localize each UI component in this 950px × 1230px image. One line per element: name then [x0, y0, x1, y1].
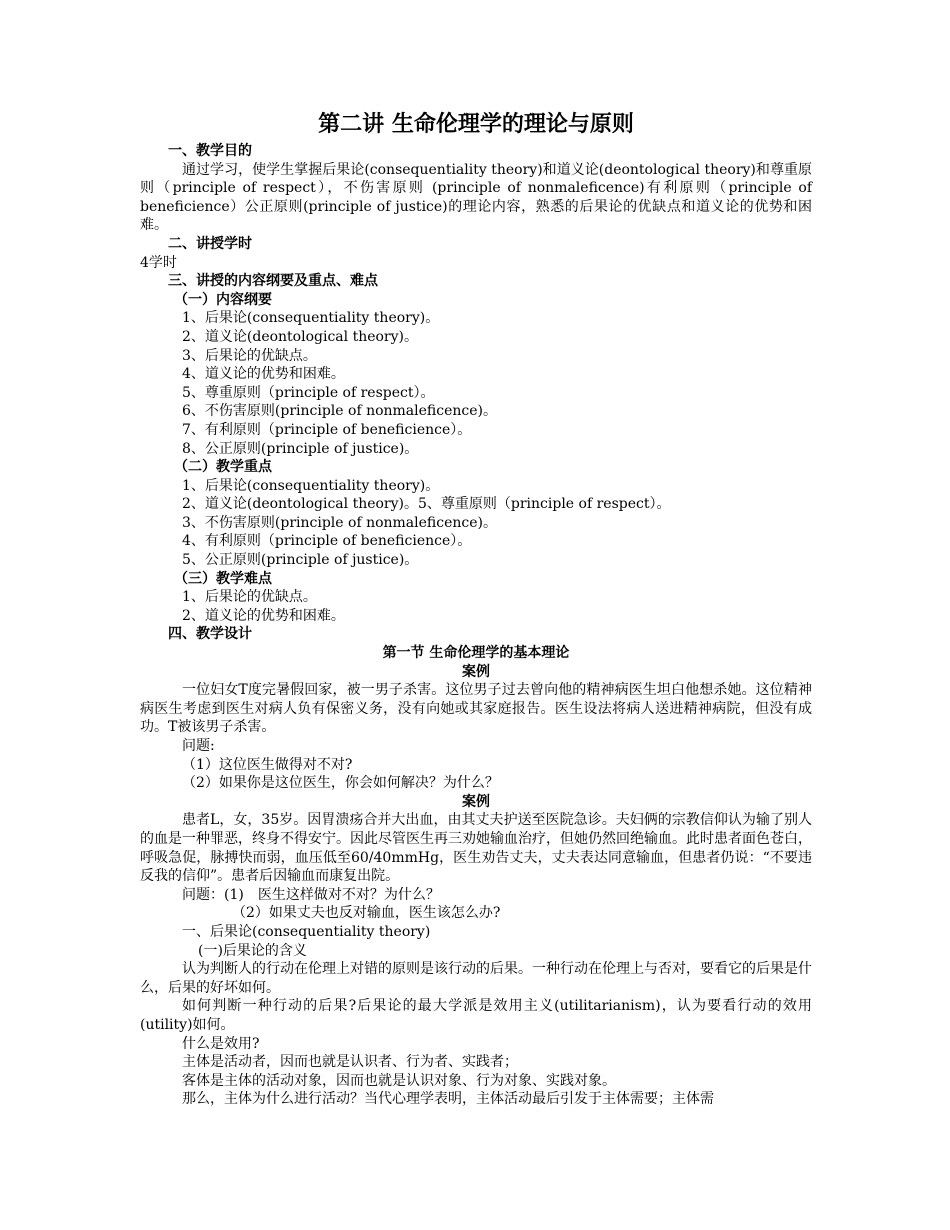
section-heading-outline: 三、讲授的内容纲要及重点、难点 — [168, 273, 378, 290]
list-item: 5、公正原则(principle of justice)。 — [182, 552, 419, 569]
body-paragraph: 客体是主体的活动对象，因而也就是认识对象、行为对象、实践对象。 — [182, 1072, 616, 1089]
body-paragraph: 如何判断一种行动的后果?后果论的最大学派是效用主义(utilitarianism)，认为要看行动的效用(utility)如何。 — [140, 998, 812, 1033]
section-heading-hours: 二、讲授学时 — [168, 235, 252, 252]
section-title: 第一节 生命伦理学的基本理论 — [382, 645, 570, 662]
hours-text: 4学时 — [140, 254, 177, 271]
subheading-outline: （一）内容纲要 — [174, 291, 272, 308]
list-item: 2、道义论(deontological theory)。 — [182, 328, 418, 345]
list-item: 3、不伤害原则(principle of nonmaleficence)。 — [182, 514, 497, 531]
list-item: 7、有利原则（principle of beneficience）。 — [182, 421, 472, 438]
page-title: 第二讲 生命伦理学的理论与原则 — [318, 112, 634, 137]
question-item: （2）如果你是这位医生，你会如何解决？为什么？ — [182, 775, 499, 792]
list-item: 4、有利原则（principle of beneficience）。 — [182, 533, 472, 550]
subheading-key-points: （二）教学重点 — [174, 459, 272, 476]
part-subheading: (一)后果论的含义 — [198, 942, 307, 959]
question-label: 问题: — [182, 738, 215, 754]
list-item: 8、公正原则(principle of justice)。 — [182, 440, 419, 457]
section-heading-objectives: 一、教学目的 — [168, 143, 252, 159]
body-paragraph: 什么是效用? — [182, 1035, 260, 1052]
list-item: 2、道义论的优势和困难。 — [182, 607, 345, 624]
body-paragraph: 主体是活动者，因而也就是认识者、行为者、实践者； — [182, 1054, 518, 1071]
document-page — [140, 110, 812, 1109]
section-heading-design: 四、教学设计 — [168, 626, 252, 643]
list-item: 1、后果论(consequentiality theory)。 — [182, 477, 440, 494]
list-item: 4、道义论的优势和困难。 — [182, 366, 345, 383]
question-item: （1）这位医生做得对不对? — [182, 756, 353, 773]
subheading-difficulties: （三）教学难点 — [174, 570, 272, 587]
list-item: 5、尊重原则（principle of respect）。 — [182, 384, 435, 401]
question-item: （2）如果丈夫也反对输血，医生该怎么办? — [232, 905, 501, 922]
list-item: 6、不伤害原则(principle of nonmaleficence)。 — [182, 403, 497, 420]
case-paragraph: 一位妇女T度完暑假回家，被一男子杀害。这位男子过去曾向他的精神病医生坦白他想杀她。这位精神病医生考虑到医生对病人负有保密义务，没有向她或其家庭报告。医生设法将病人送进精神病院，但没有成功。T被该男子杀害。 — [140, 682, 812, 736]
question-item: 问题：(1) 医生这样做对不对？为什么？ — [182, 886, 440, 903]
list-item: 3、后果论的优缺点。 — [182, 347, 317, 364]
case-label: 案例 — [462, 793, 490, 810]
part-heading: 一、后果论(consequentiality theory) — [182, 923, 431, 940]
case-label: 案例 — [462, 663, 490, 680]
list-item: 2、道义论(deontological theory)。5、尊重原则（principle of respect）。 — [182, 496, 671, 513]
body-paragraph: 认为判断人的行动在伦理上对错的原则是该行动的后果。一种行动在伦理上与否对，要看它的后果是什么，后果的好坏如何。 — [140, 961, 812, 996]
list-item: 1、后果论的优缺点。 — [182, 589, 317, 606]
objectives-paragraph: 通过学习，使学生掌握后果论(consequentiality theory)和道义论(deontological theory)和尊重原则（principle of respect），不伤害原则 (principle of nonmaleficence)有利原则（principle of beneficience）公正原则(principle of justice)的理论内容，熟悉的后果论的优缺点和道义论的优势和困难。 — [140, 161, 812, 234]
body-paragraph: 那么，主体为什么进行活动？当代心理学表明，主体活动最后引发于主体需要；主体需 — [182, 1091, 714, 1108]
case-paragraph: 患者L，女，35岁。因胃溃疡合并大出血，由其丈夫护送至医院急诊。夫妇俩的宗教信仰认为输了别人的血是一种罪恶，终身不得安宁。因此尽管医生再三劝她输血治疗，但她仍然回绝输血。此时患者面色苍白，呼吸急促，脉搏快而弱，血压低至60/40mmHg，医生劝告丈夫，丈夫表达同意输血，但患者仍说：“不要违反我的信仰”。患者后因输血而康复出院。 — [140, 812, 812, 885]
list-item: 1、后果论(consequentiality theory)。 — [182, 310, 440, 327]
